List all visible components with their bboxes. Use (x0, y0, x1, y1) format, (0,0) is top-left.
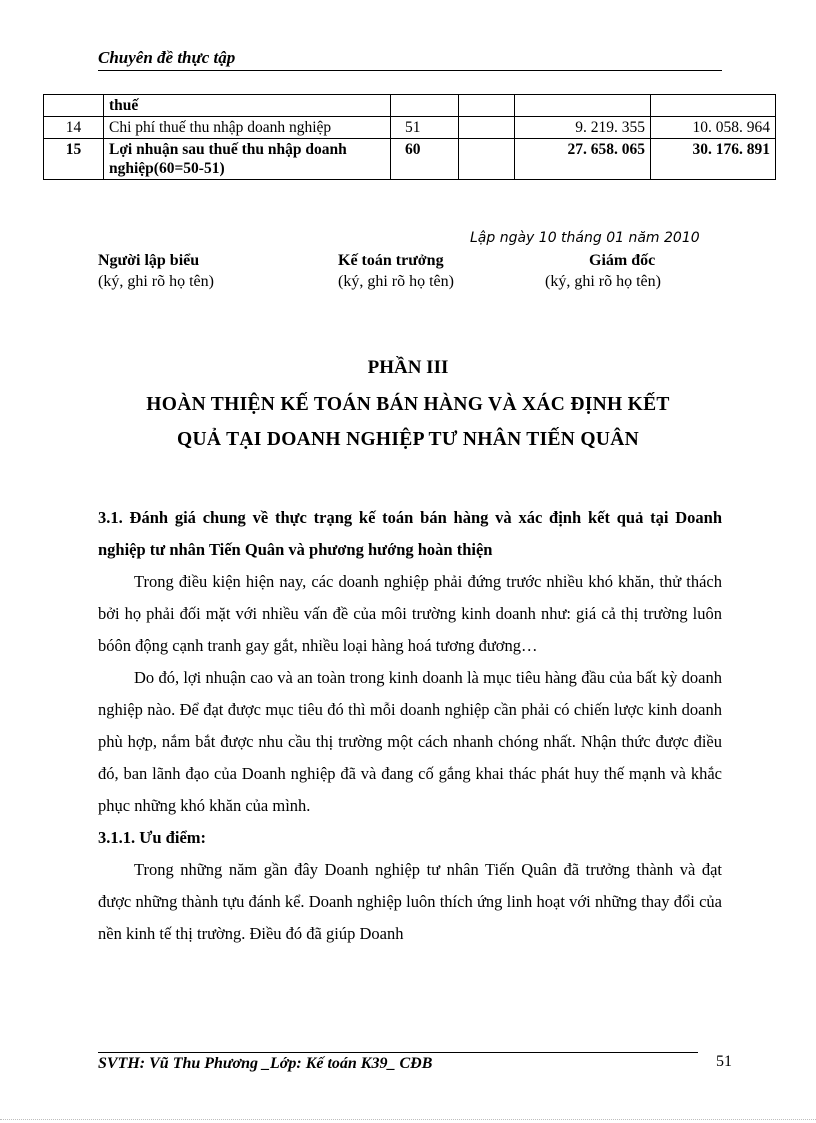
row-item: thuế (104, 95, 391, 117)
footer-divider (98, 1052, 698, 1053)
date-line: Lập ngày 10 tháng 01 năm 2010 (470, 230, 700, 246)
signature-director (545, 250, 661, 292)
row-code (391, 95, 459, 117)
subsection-heading: 3.1.1. Ưu điểm: (98, 828, 207, 847)
signature-chief-accountant (338, 250, 454, 292)
part-title-line1: HOÀN THIỆN KẾ TOÁN BÁN HÀNG VÀ XÁC ĐỊNH KẾT (146, 394, 670, 415)
row-code: 51 (391, 117, 459, 139)
signature-title: Kế toán trưởng (338, 252, 444, 269)
row-note (459, 139, 515, 180)
signature-title: Giám đốc (589, 252, 656, 269)
signature-title: Người lập biểu (98, 252, 200, 269)
paragraph: Trong những năm gần đây Doanh nghiệp tư nhân Tiến Quân đã trưởng thành và đạt được những thành tựu đánh kể. Doanh nghiệp luôn thích ứng linh hoạt với những thay đổi của nền kinh tế thị trường. Điều đó đã giúp Doanh (98, 860, 722, 943)
row-this-year: 27. 658. 065 (515, 139, 651, 180)
page-border (0, 1119, 816, 1120)
row-this-year (515, 95, 651, 117)
signature-note: (ký, ghi rõ họ tên) (545, 273, 661, 290)
signature-note: (ký, ghi rõ họ tên) (338, 273, 454, 290)
row-last-year: 10. 058. 964 (651, 117, 776, 139)
section-heading: 3.1. Đánh giá chung về thực trạng kế toán bán hàng và xác định kết quả tại Doanh nghiệp tư nhân Tiến Quân và phương hướng hoàn thiện (98, 508, 722, 559)
row-number: 14 (44, 117, 104, 139)
table-row (44, 139, 776, 180)
part-number: PHẦN III (367, 357, 449, 378)
paragraph: Do đó, lợi nhuận cao và an toàn trong kinh doanh là mục tiêu hàng đầu của bất kỳ doanh nghiệp nào. Để đạt được mục tiêu đó thì mỗi doanh nghiệp cần phải có chiến lược kinh doanh phù hợp, nắm bắt được nhu cầu thị trường một cách nhanh chóng nhất. Nhận thức được điều đó, ban lãnh đạo của Doanh nghiệp đã và đang cố gắng khai thác phát huy thế mạnh và khắc phục những khó khăn của mình. (98, 668, 722, 815)
row-number: 15 (44, 139, 104, 180)
page-header (98, 48, 722, 71)
part-title-line2: QUẢ TẠI DOANH NGHIỆP TƯ NHÂN TIẾN QUÂN (177, 429, 639, 450)
row-number (44, 95, 104, 117)
row-note (459, 117, 515, 139)
paragraph: Trong điều kiện hiện nay, các doanh nghiệp phải đứng trước nhiều khó khăn, thử thách bởi họ phải đối mặt với nhiều vấn đề của môi trường kinh doanh như: giá cả thị trường luôn bóôn động cạnh tranh gay gắt, nhiều loại hàng hoá tương đương… (98, 572, 722, 655)
page-number: 51 (716, 1053, 732, 1070)
row-last-year: 30. 176. 891 (651, 139, 776, 180)
table-row (44, 117, 776, 139)
signature-note: (ký, ghi rõ họ tên) (98, 273, 214, 290)
income-statement-table (43, 94, 776, 180)
row-note (459, 95, 515, 117)
row-item: Chi phí thuế thu nhập doanh nghiệp (104, 117, 391, 139)
row-last-year (651, 95, 776, 117)
footer-text: SVTH: Vũ Thu Phương _Lớp: Kế toán K39_ CĐB (98, 1055, 433, 1072)
signature-preparer (98, 250, 214, 292)
body-text (98, 502, 722, 950)
row-code: 60 (391, 139, 459, 180)
row-this-year: 9. 219. 355 (515, 117, 651, 139)
row-item: Lợi nhuận sau thuế thu nhập doanh nghiệp(60=50-51) (104, 139, 391, 180)
table-row (44, 95, 776, 117)
header-title: Chuyên đề thực tập (98, 48, 236, 67)
